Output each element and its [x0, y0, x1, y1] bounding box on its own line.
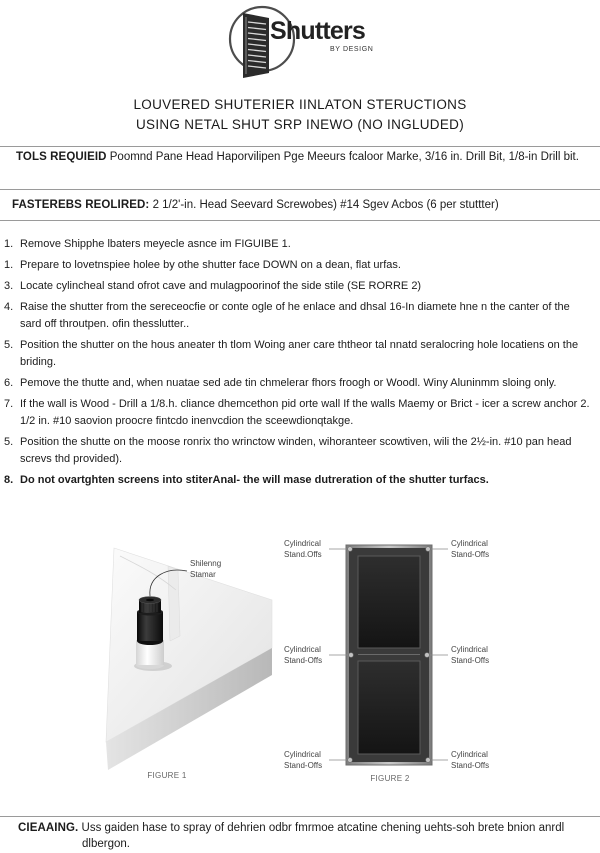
standoff-dot	[426, 547, 431, 552]
step-text: Remove Shipphe lbaters meyecle asnce im FIGUIBE 1.	[20, 238, 291, 250]
figure2-caption: FIGURE 2	[370, 774, 410, 783]
callout-mid-right-line2: Stand-Offs	[451, 656, 490, 665]
step-text: Position the shutte on the moose ronrix tho wrinctow winden, wihoranteer scowtiven, wili the 2½-in. #10 pan head screvs thd provided).	[20, 436, 572, 465]
frame-lip	[168, 566, 180, 641]
step-text: Locate cylincheal stand ofrot cave and mulagpoorinof the side stile (SE RORRE 2)	[20, 280, 422, 292]
instruction-steps	[4, 236, 592, 493]
step-item	[4, 278, 592, 295]
step-item	[4, 396, 592, 430]
figure1-caption: FIGURE 1	[147, 771, 187, 780]
cleaning-text: Uss gaiden hase to spray of dehrien odbr fmrmoe atcatine chening uehts-soh brete bnion anrdl dlbergon.	[81, 822, 565, 850]
step-item	[4, 299, 592, 333]
step-number: 6.	[4, 377, 14, 389]
figure1-callout-line1: Shilenng	[190, 559, 222, 568]
standoff-dot	[425, 653, 430, 658]
divider	[0, 816, 600, 817]
standoff-dot	[426, 758, 431, 763]
step-number: 3.	[4, 280, 14, 292]
callout-top-left-line2: Stand.Offs	[284, 550, 322, 559]
divider	[0, 189, 600, 190]
step-text: Raise the shutter from the sereceocfie or conte ogle of he enlace and dhsal 16-In diamete hne n the canter of the sard off throutpen. ofin thesslutter..	[20, 301, 570, 330]
step-number: 5.	[4, 339, 14, 351]
callout-top-right-line1: Cylindrical	[451, 539, 488, 548]
callout-mid-left-line1: Cylindrical	[284, 645, 321, 654]
step-item-warning	[4, 472, 592, 489]
callout-top-right-line2: Stand-Offs	[451, 550, 490, 559]
step-number: 8.	[4, 474, 14, 486]
fasteners-label: FASTEREBS REOLIRED:	[12, 199, 150, 211]
fasteners-text: 2 1/2'-in. Head Seevard Screwobes) #14 Sgev Acbos (6 per stuttter)	[152, 199, 499, 211]
document-title-line1: LOUVERED SHUTERIER IINLATON STERUCTIONS	[133, 97, 467, 112]
step-text: Pemove the thutte and, when nuatae sed ade tin chmelerar fhors froogh or Woodl. Winy Aluninmm sloing only.	[20, 377, 557, 389]
figure1-callout-line2: Stamar	[190, 570, 216, 579]
step-text: Prepare to lovetnspiee holee by othe shutter face DOWN on a dean, flat urfas.	[20, 259, 401, 271]
callout-top-left-line1: Cylindrical	[284, 539, 321, 548]
callout-bottom-right-line1: Cylindrical	[451, 750, 488, 759]
cleaning-label: CIEAAING.	[18, 822, 79, 834]
shutter-icon	[243, 13, 269, 78]
standoff-dot	[348, 547, 353, 552]
step-item	[4, 375, 592, 392]
figures-area	[0, 530, 600, 792]
standoff-dot	[348, 758, 353, 763]
figure-2	[284, 539, 489, 783]
step-number: 4.	[4, 301, 14, 313]
step-text: Position the shutter on the hous aneater th tlom Woing aner care ththeor tal nnatd seralocring hole locatiens on the briding.	[20, 339, 579, 368]
step-number: 1.	[4, 238, 14, 250]
figure-1	[106, 548, 272, 780]
step-item	[4, 434, 592, 468]
shutter-drawing	[346, 545, 432, 765]
step-item	[4, 337, 592, 371]
shutter-bottom-panel	[358, 661, 420, 754]
callout-bottom-left-line2: Stand-Offs	[284, 761, 323, 770]
step-number: 5.	[4, 436, 14, 448]
step-number: 1.	[4, 259, 14, 271]
document-title-line2: USING NETAL SHUT SRP INEWO (NO INGLUDED)	[135, 117, 465, 132]
shutter-top-panel	[358, 556, 420, 648]
step-text: If the wall is Wood - Drill a 1/8.h. cliance dhemcethon pid orte wall If the walls Maemy or Brict - icer a screw anchor 2. 1/2 in. #10 saovion proocre fintcdo inenvcdion the sceewdionqtakge.	[20, 398, 590, 427]
callout-mid-right-line1: Cylindrical	[451, 645, 488, 654]
divider	[0, 220, 600, 221]
cleaning-note	[0, 820, 590, 852]
fasteners-required	[0, 197, 595, 214]
logo-tagline: BY DESIGN	[330, 46, 374, 53]
divider	[0, 146, 600, 147]
tools-label: TOLS REQUIEID	[16, 151, 107, 163]
standoff-dot	[349, 653, 354, 658]
logo-brand: Shutters	[270, 17, 366, 45]
tools-required	[0, 149, 590, 166]
tools-text: Poomnd Pane Head Haporvilipen Pge Meeurs fcaloor Marke, 3/16 in. Drill Bit, 1/8-in Drill bit.	[109, 151, 579, 163]
step-text: Do not ovartghten screens into stiterAnal- the will mase dutreration of the shutter turfacs.	[20, 474, 489, 486]
callout-bottom-right-line2: Stand-Offs	[451, 761, 490, 770]
step-item	[4, 236, 592, 253]
callout-bottom-left-line1: Cylindrical	[284, 750, 321, 759]
step-item	[4, 257, 592, 274]
step-number: 7.	[4, 398, 14, 410]
callout-mid-left-line2: Stand-Offs	[284, 656, 323, 665]
